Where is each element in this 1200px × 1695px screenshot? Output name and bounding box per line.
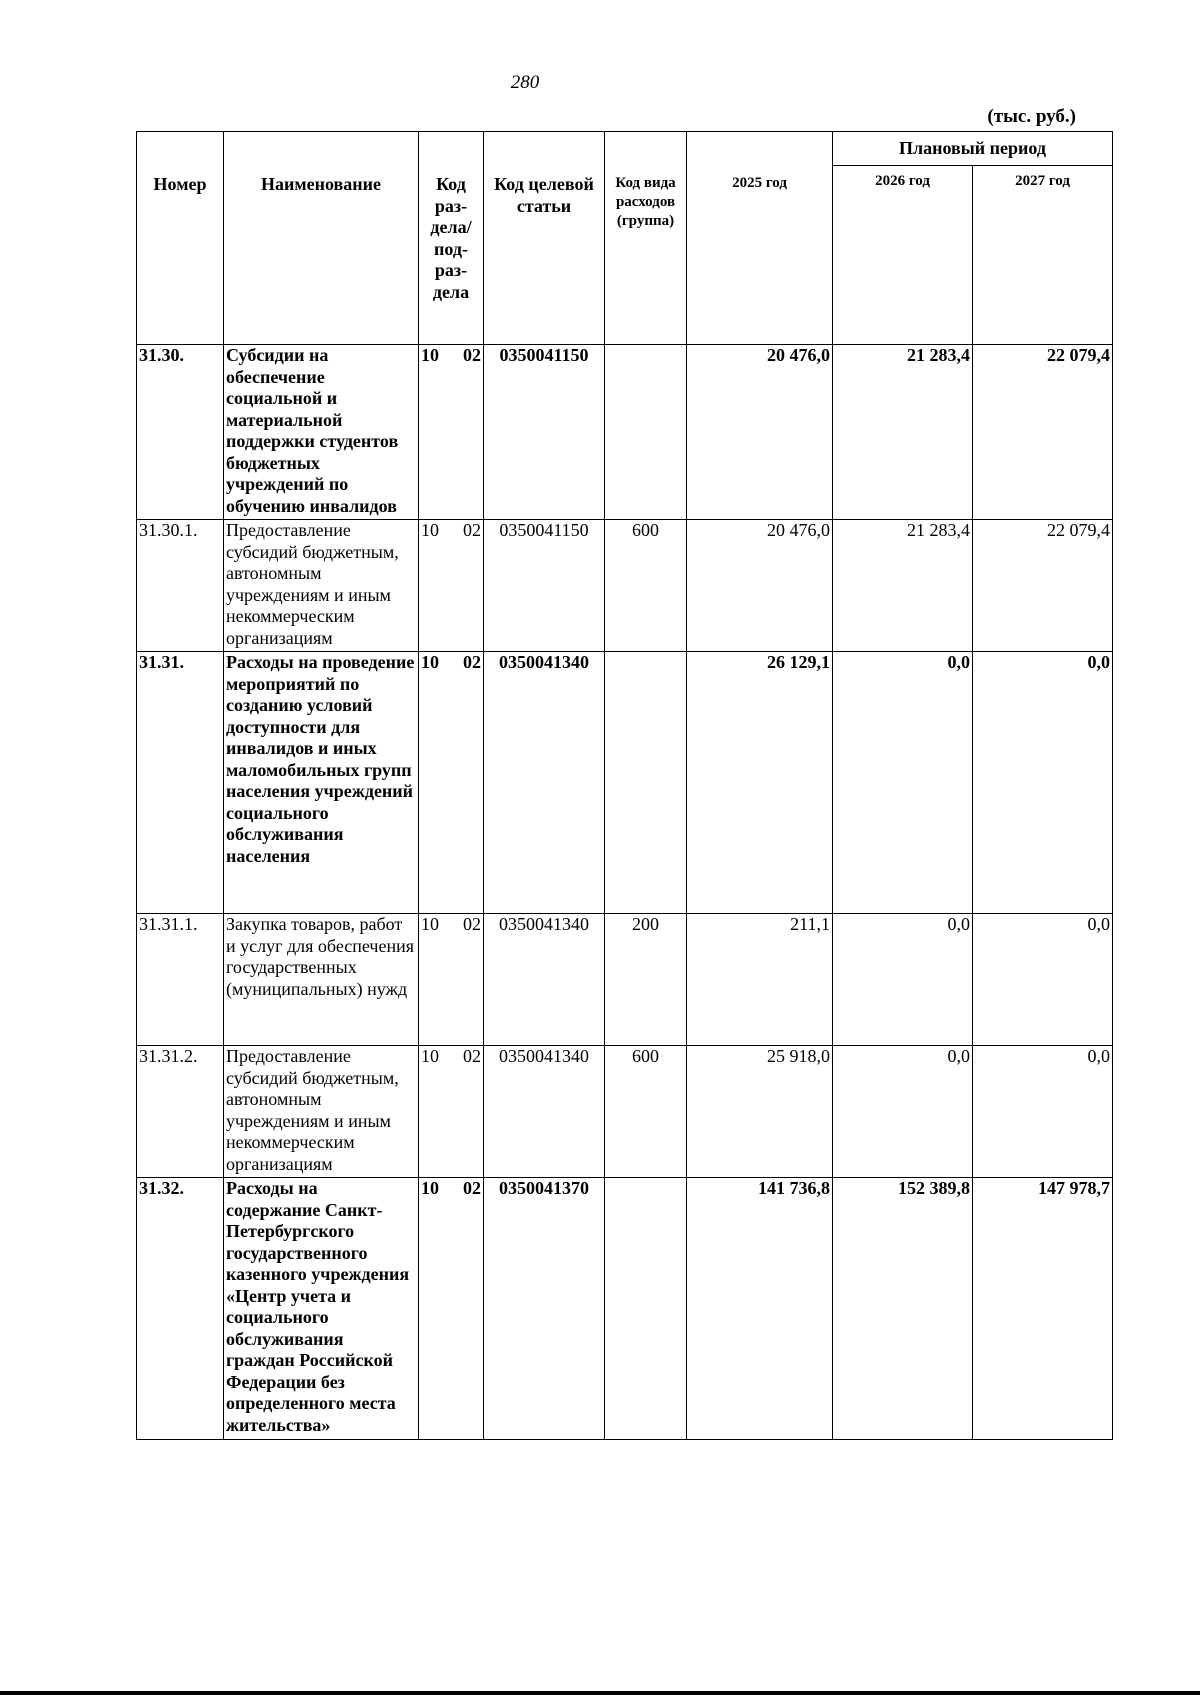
row-amount-2027: 0,0 xyxy=(973,652,1113,914)
row-expense-code xyxy=(605,1178,687,1440)
row-subsection-code: 02 xyxy=(463,914,481,934)
page-bottom-border xyxy=(0,1691,1200,1695)
page-number: 280 xyxy=(510,72,540,93)
row-amount-2026: 21 283,4 xyxy=(833,345,973,520)
row-amount-2026: 0,0 xyxy=(833,652,973,914)
row-name: Предоставление субсидий бюджетным, автономным учреждениям и иным некоммерческим организациям xyxy=(224,1046,419,1178)
row-section xyxy=(419,1178,484,1440)
header-2026: 2026 год xyxy=(833,166,973,345)
table-row xyxy=(137,914,1113,1046)
row-name: Субсидии на обеспечение социальной и материальной поддержки студентов бюджетных учреждений по обучению инвалидов xyxy=(224,345,419,520)
header-planned-period: Плановый период xyxy=(833,132,1113,166)
budget-table xyxy=(136,131,1113,1440)
units-label: (тыс. руб.) xyxy=(987,106,1076,127)
header-target: Код целевой статьи xyxy=(484,132,605,345)
row-expense-code xyxy=(605,345,687,520)
row-section xyxy=(419,1046,484,1178)
row-number: 31.31.1. xyxy=(137,914,224,1046)
row-target-code: 0350041340 xyxy=(484,1046,605,1178)
row-amount-2027: 22 079,4 xyxy=(973,520,1113,652)
row-amount-2027: 0,0 xyxy=(973,914,1113,1046)
row-section xyxy=(419,652,484,914)
row-amount-2027: 0,0 xyxy=(973,1046,1113,1178)
row-expense-code: 600 xyxy=(605,520,687,652)
header-2027: 2027 год xyxy=(973,166,1113,345)
row-name: Предоставление субсидий бюджетным, автономным учреждениям и иным некоммерческим организациям xyxy=(224,520,419,652)
row-amount-2025: 26 129,1 xyxy=(687,652,833,914)
row-amount-2026: 0,0 xyxy=(833,914,973,1046)
row-section xyxy=(419,520,484,652)
row-section xyxy=(419,914,484,1046)
row-number: 31.32. xyxy=(137,1178,224,1440)
row-number: 31.30.1. xyxy=(137,520,224,652)
row-number: 31.30. xyxy=(137,345,224,520)
row-target-code: 0350041150 xyxy=(484,520,605,652)
row-section xyxy=(419,345,484,520)
row-name: Расходы на проведение мероприятий по созданию условий доступности для инвалидов и иных маломобильных групп населения учреждений социального обслуживания населения xyxy=(224,652,419,914)
row-amount-2027: 22 079,4 xyxy=(973,345,1113,520)
row-amount-2026: 152 389,8 xyxy=(833,1178,973,1440)
row-amount-2025: 141 736,8 xyxy=(687,1178,833,1440)
row-amount-2025: 211,1 xyxy=(687,914,833,1046)
row-amount-2026: 0,0 xyxy=(833,1046,973,1178)
row-amount-2026: 21 283,4 xyxy=(833,520,973,652)
header-section: Код раз-дела/ под-раз-дела xyxy=(419,132,484,345)
row-subsection-code: 02 xyxy=(463,520,481,540)
row-number: 31.31.2. xyxy=(137,1046,224,1178)
row-amount-2025: 20 476,0 xyxy=(687,345,833,520)
row-amount-2025: 25 918,0 xyxy=(687,1046,833,1178)
row-section-code: 10 xyxy=(421,652,439,672)
table-row xyxy=(137,652,1113,914)
row-expense-code: 600 xyxy=(605,1046,687,1178)
table-row xyxy=(137,1046,1113,1178)
row-section-code: 10 xyxy=(421,520,439,540)
row-name: Расходы на содержание Санкт-Петербургского государственного казенного учреждения «Центр учета и социального обслуживания граждан Российской Федерации без определенного места жительства» xyxy=(224,1178,419,1440)
header-name: Наименование xyxy=(224,132,419,345)
row-name: Закупка товаров, работ и услуг для обеспечения государственных (муниципальных) нужд xyxy=(224,914,419,1046)
table-row xyxy=(137,345,1113,520)
row-amount-2025: 20 476,0 xyxy=(687,520,833,652)
row-subsection-code: 02 xyxy=(463,1178,481,1198)
row-target-code: 0350041340 xyxy=(484,652,605,914)
row-target-code: 0350041370 xyxy=(484,1178,605,1440)
row-subsection-code: 02 xyxy=(463,652,481,672)
row-number: 31.31. xyxy=(137,652,224,914)
table-row xyxy=(137,520,1113,652)
header-row-1 xyxy=(137,132,1113,166)
row-expense-code: 200 xyxy=(605,914,687,1046)
row-target-code: 0350041340 xyxy=(484,914,605,1046)
row-subsection-code: 02 xyxy=(463,1046,481,1066)
row-section-code: 10 xyxy=(421,1046,439,1066)
row-expense-code xyxy=(605,652,687,914)
row-section-code: 10 xyxy=(421,914,439,934)
row-section-code: 10 xyxy=(421,1178,439,1198)
header-number: Номер xyxy=(137,132,224,345)
header-expense: Код вида расходов (группа) xyxy=(605,132,687,345)
row-target-code: 0350041150 xyxy=(484,345,605,520)
row-section-code: 10 xyxy=(421,345,439,365)
header-2025: 2025 год xyxy=(687,132,833,345)
row-amount-2027: 147 978,7 xyxy=(973,1178,1113,1440)
table-row xyxy=(137,1178,1113,1440)
row-subsection-code: 02 xyxy=(463,345,481,365)
